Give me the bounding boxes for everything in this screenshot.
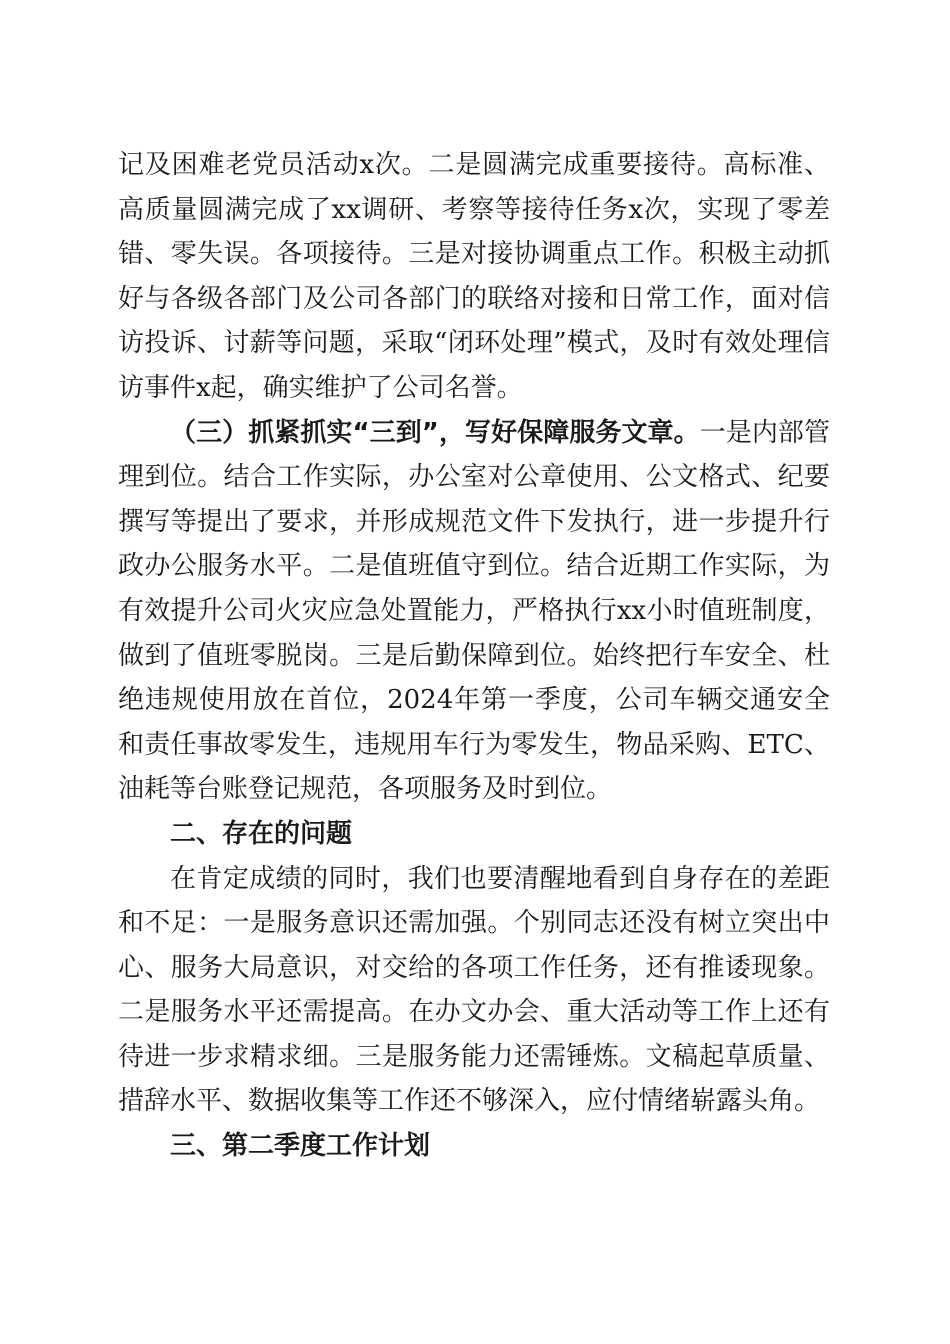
paragraph-support-services	[118, 411, 830, 812]
section-heading-problems: 二、存在的问题	[170, 818, 353, 849]
paragraph-support-body: 一是内部管理到位。结合工作实际，办公室对公章使用、公文格式、纪要撰写等提出了要求，并形成规范文件下发执行，进一步提升行政办公服务水平。二是值班值守到位。结合近期工作实际，为有效提升公司火灾应急处置能力，严格执行xx小时值班制度，做到了值班零脱岗。三是后勤保障到位。始终把行车安全、杜绝违规使用放在首位，2024年第一季度，公司车辆交通安全和责任事故零发生，违规用车行为零发生，物品采购、ETC、油耗等台账登记规范，各项服务及时到位。	[118, 417, 830, 805]
paragraph-reception-work: 记及困难老党员活动x次。二是圆满完成重要接待。高标准、高质量圆满完成了xx调研、考察等接待任务x次，实现了零差错、零失误。各项接待。三是对接协调重点工作。积极主动抓好与各级各部门及公司各部门的联络对接和日常工作，面对信访投诉、讨薪等问题，采取“闭环处理”模式，及时有效处理信访事件x起，确实维护了公司名誉。	[118, 150, 830, 403]
paragraph-problems: 在肯定成绩的同时，我们也要清醒地看到自身存在的差距和不足：一是服务意识还需加强。个别同志还没有树立突出中心、服务大局意识，对交给的各项工作任务，还有推诿现象。二是服务水平还需提高。在办文办会、重大活动等工作上还有待进一步求精求细。三是服务能力还需锤炼。文稿起草质量、措辞水平、数据收集等工作还不够深入，应付情绪崭露头角。	[118, 863, 830, 1117]
paragraph-lead-heading: （三）抓紧抓实“三到”，写好保障服务文章。	[170, 417, 700, 448]
document-page	[118, 143, 830, 1169]
section-heading-q2-plan: 三、第二季度工作计划	[170, 1131, 431, 1162]
